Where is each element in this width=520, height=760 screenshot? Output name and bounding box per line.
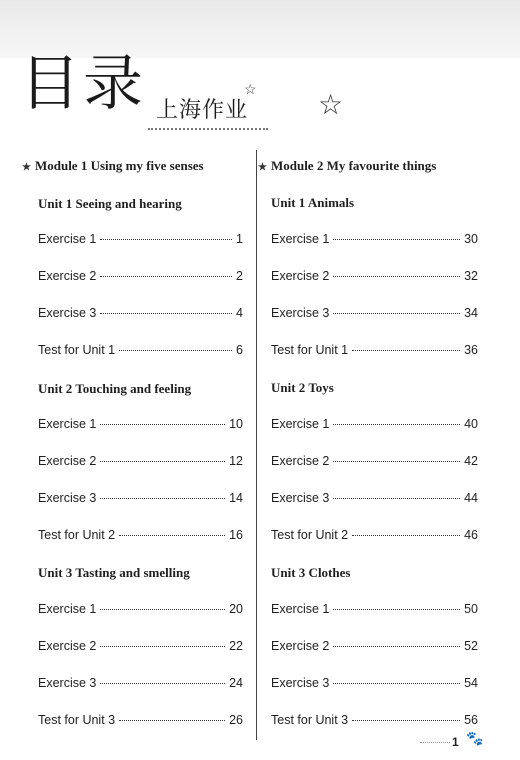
dot-leader [333, 683, 460, 684]
entry-label: Exercise 2 [38, 639, 97, 653]
entry-page: 46 [464, 528, 478, 542]
entry-label: Test for Unit 2 [271, 528, 349, 542]
dot-leader [100, 239, 232, 240]
toc-entry[interactable] [38, 417, 243, 431]
entry-label: Exercise 3 [38, 491, 97, 505]
entry-label: Exercise 2 [271, 454, 330, 468]
entry-page: 10 [229, 417, 243, 431]
dot-leader [119, 720, 225, 721]
dot-leader [352, 720, 460, 721]
toc-entry[interactable] [38, 602, 243, 616]
entry-page: 2 [236, 269, 243, 283]
entry-page: 22 [229, 639, 243, 653]
toc-entry[interactable] [271, 639, 478, 653]
toc-entry[interactable] [38, 676, 243, 690]
dot-leader [100, 461, 225, 462]
unit-heading[interactable]: Unit 1 Seeing and hearing [38, 196, 182, 211]
entry-label: Exercise 2 [271, 639, 330, 653]
dot-leader [100, 683, 225, 684]
entry-label: Exercise 3 [271, 306, 330, 320]
dot-leader [100, 313, 232, 314]
entry-page: 12 [229, 454, 243, 468]
entry-page: 32 [464, 269, 478, 283]
entry-label: Exercise 3 [271, 491, 330, 505]
unit-heading[interactable]: Unit 1 Animals [271, 195, 355, 210]
entry-page: 6 [236, 343, 243, 357]
entry-page: 4 [236, 306, 243, 320]
dot-leader [119, 535, 225, 536]
dot-leader [333, 461, 460, 462]
toc-entry[interactable] [271, 343, 478, 357]
entry-page: 30 [464, 232, 478, 246]
entry-label: Exercise 2 [271, 269, 330, 283]
entry-page: 42 [464, 454, 478, 468]
toc-entry[interactable] [38, 306, 243, 320]
entry-page: 14 [229, 491, 243, 505]
dot-leader [333, 313, 460, 314]
entry-page: 50 [464, 602, 478, 616]
unit-heading[interactable]: Unit 2 Toys [271, 380, 334, 395]
toc-title: 目录 [20, 49, 146, 119]
entry-label: Exercise 2 [38, 454, 97, 468]
dot-leader [333, 239, 460, 240]
dot-leader [100, 498, 225, 499]
toc-entry[interactable] [271, 306, 478, 320]
toc-entry[interactable] [271, 713, 478, 727]
entry-label: Exercise 1 [38, 417, 97, 431]
entry-label: Exercise 3 [38, 306, 97, 320]
dot-leader [119, 350, 232, 351]
entry-page: 1 [236, 232, 243, 246]
entry-page: 54 [464, 676, 478, 690]
toc-entry[interactable] [271, 676, 478, 690]
dot-leader [333, 424, 460, 425]
dot-leader [352, 350, 460, 351]
unit-heading[interactable]: Unit 3 Clothes [271, 565, 351, 580]
toc-entry[interactable] [38, 491, 243, 505]
big-star-icon: ☆ [318, 90, 344, 121]
toc-entry[interactable] [38, 269, 243, 283]
dot-leader [333, 498, 460, 499]
entry-page: 56 [464, 713, 478, 727]
dot-leader [333, 609, 460, 610]
entry-page: 16 [229, 528, 243, 542]
dot-leader [100, 646, 225, 647]
entry-label: Test for Unit 3 [38, 713, 116, 727]
entry-label: Exercise 1 [38, 602, 97, 616]
toc-subtitle: 上海作业 [156, 98, 249, 123]
entry-label: Test for Unit 1 [271, 343, 349, 357]
title-dotted-divider [148, 128, 268, 130]
entry-page: 52 [464, 639, 478, 653]
entry-page: 36 [464, 343, 478, 357]
entry-label: Exercise 3 [271, 676, 330, 690]
entry-page: 20 [229, 602, 243, 616]
entry-page: 24 [229, 676, 243, 690]
entry-label: Exercise 1 [271, 232, 330, 246]
unit-heading[interactable]: Unit 2 Touching and feeling [38, 381, 192, 396]
footer-dotted-swirl [420, 742, 450, 743]
entry-label: Exercise 1 [271, 602, 330, 616]
dot-leader [100, 424, 225, 425]
entry-label: Test for Unit 2 [38, 528, 116, 542]
dot-leader [352, 535, 460, 536]
toc-entry[interactable] [271, 491, 478, 505]
toc-entry[interactable] [271, 602, 478, 616]
entry-label: Exercise 1 [271, 417, 330, 431]
unit-heading[interactable]: Unit 3 Tasting and smelling [38, 565, 190, 580]
toc-entry[interactable] [38, 232, 243, 246]
paw-icon: 🐾 [466, 732, 484, 747]
entry-label: Test for Unit 1 [38, 343, 116, 357]
star-bullet-icon: ★ [22, 162, 31, 173]
star-bullet-icon: ★ [258, 162, 267, 173]
dot-leader [100, 609, 225, 610]
page-number: 1 [452, 735, 459, 749]
toc-entry[interactable] [271, 232, 478, 246]
toc-entry[interactable] [38, 454, 243, 468]
entry-label: Exercise 3 [38, 676, 97, 690]
column-divider [256, 150, 257, 740]
dot-leader [100, 276, 232, 277]
entry-page: 34 [464, 306, 478, 320]
entry-page: 44 [464, 491, 478, 505]
toc-entry[interactable] [271, 269, 478, 283]
toc-entry[interactable] [38, 713, 243, 727]
dot-leader [333, 646, 460, 647]
toc-entry[interactable] [271, 417, 478, 431]
toc-entry[interactable] [38, 528, 243, 542]
entry-label: Test for Unit 3 [271, 713, 349, 727]
dot-leader [333, 276, 460, 277]
module-heading[interactable] [258, 158, 436, 174]
entry-label: Exercise 2 [38, 269, 97, 283]
module-title: Module 2 My favourite things [270, 158, 437, 173]
entry-label: Exercise 1 [38, 232, 97, 246]
toc-entry[interactable] [271, 528, 478, 542]
toc-entry[interactable] [271, 454, 478, 468]
toc-entry[interactable] [38, 343, 243, 357]
entry-page: 40 [464, 417, 478, 431]
module-heading[interactable] [22, 158, 204, 174]
toc-entry[interactable] [38, 639, 243, 653]
entry-page: 26 [229, 713, 243, 727]
module-title: Module 1 Using my five senses [34, 158, 204, 173]
small-star-icon: ☆ [244, 83, 257, 98]
